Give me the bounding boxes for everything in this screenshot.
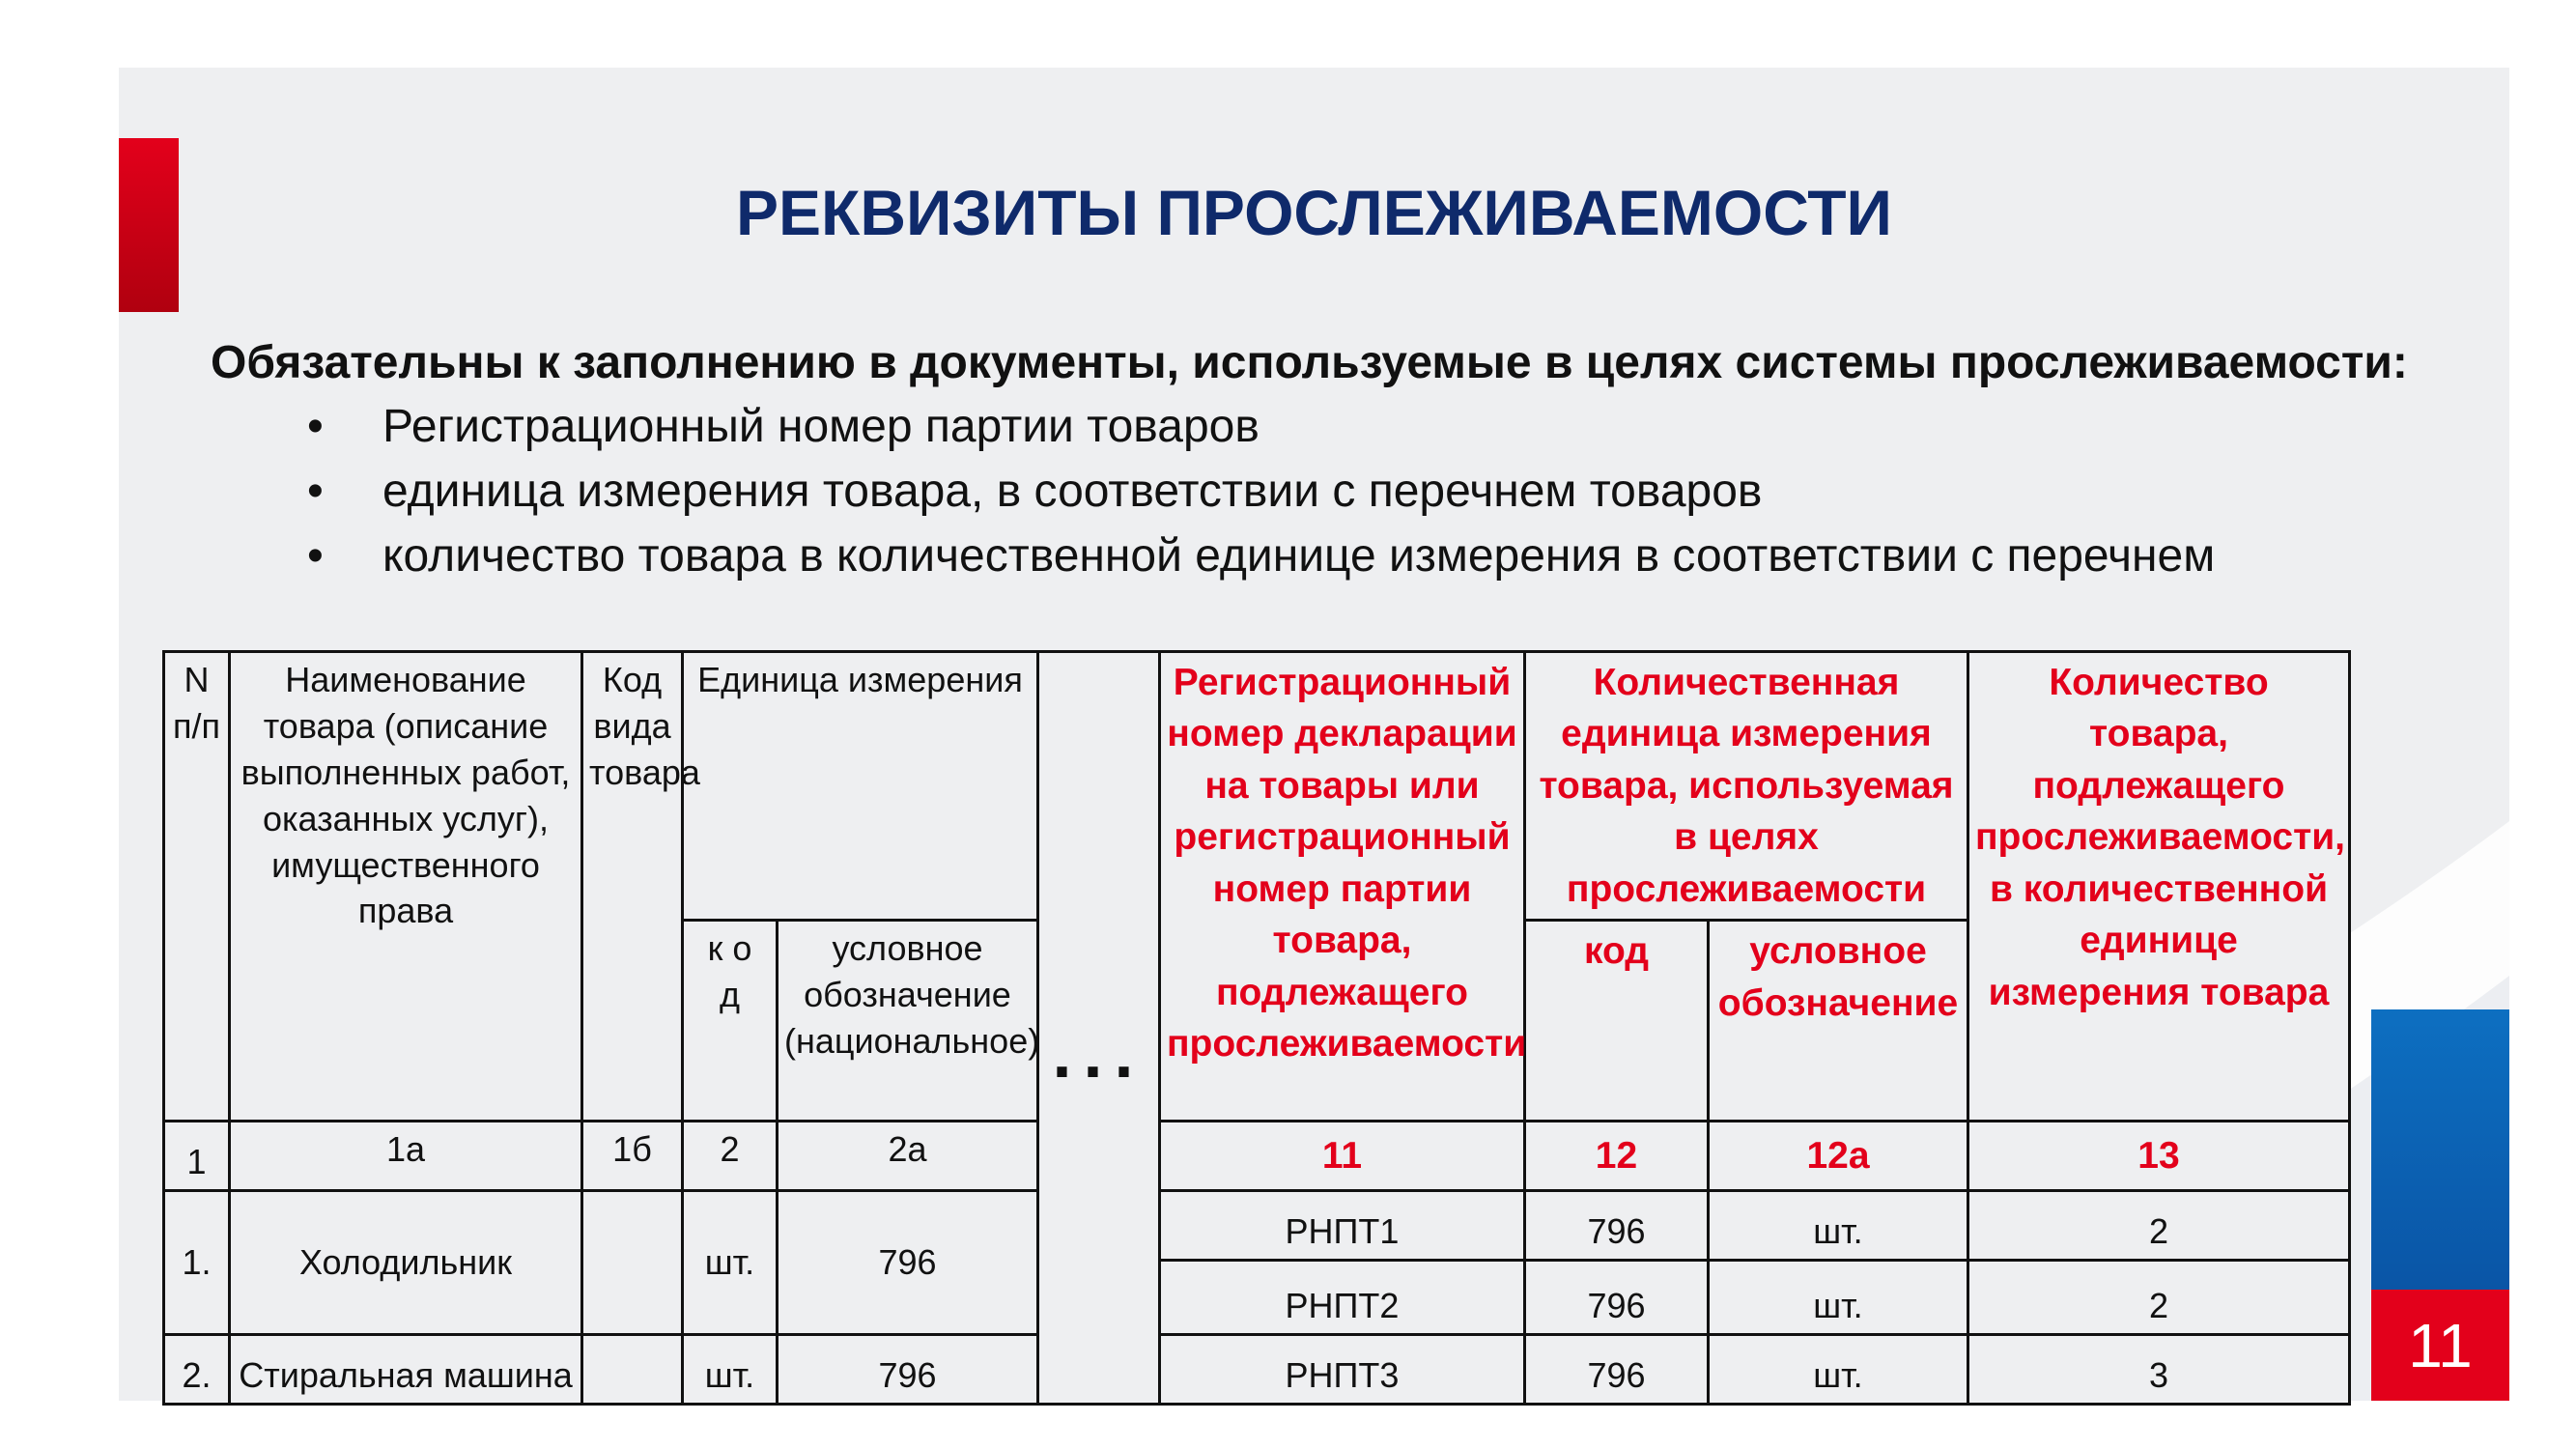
row-num: 2. [164, 1335, 230, 1405]
slide-title: РЕКВИЗИТЫ ПРОСЛЕЖИВАЕМОСТИ [736, 177, 1892, 248]
row-qty-unit-code: 796 [1525, 1191, 1709, 1261]
col-number-cell: 13 [1968, 1122, 2350, 1191]
row-qty-unit-code: 796 [1525, 1335, 1709, 1405]
row-unit-code: шт. [683, 1335, 778, 1405]
row-kind-code [582, 1191, 683, 1335]
col-number-cell: 11 [1160, 1122, 1525, 1191]
col-number-cell: 2 [683, 1122, 778, 1191]
bullet-dot: • [307, 530, 324, 582]
header-ellipsis: ... [1038, 652, 1160, 1405]
row-quantity: 3 [1968, 1335, 2350, 1405]
header-unit: Единица измерения [683, 652, 1038, 921]
row-name: Стиральная машина [230, 1335, 582, 1405]
row-quantity: 2 [1968, 1261, 2350, 1335]
header-num: N п/п [164, 652, 230, 1122]
row-qty-unit-symbol: шт. [1709, 1335, 1968, 1405]
row-unit-symbol: 796 [778, 1191, 1038, 1335]
row-qty-unit-symbol: шт. [1709, 1261, 1968, 1335]
row-name: Холодильник [230, 1191, 582, 1335]
header-kind-code: Код вида товара [582, 652, 683, 1122]
col-number-cell: 1 [164, 1122, 230, 1191]
bullet-dot: • [307, 401, 324, 452]
header-unit-symbol: условное обозначение (национальное) [778, 921, 1038, 1122]
col-number-cell: 12 [1525, 1122, 1709, 1191]
bullet-list [307, 394, 2215, 588]
bullet-item: • количество товара в количественной единице измерения в соответствии с перечнем [307, 524, 2215, 588]
row-reg-number: РНПТ2 [1160, 1261, 1525, 1335]
col-number-cell: 2а [778, 1122, 1038, 1191]
row-num: 1. [164, 1191, 230, 1335]
page-number: 11 [2371, 1290, 2509, 1401]
row-qty-unit-code: 796 [1525, 1261, 1709, 1335]
col-number-cell: 12а [1709, 1122, 1968, 1191]
col-number-cell: 1б [582, 1122, 683, 1191]
bullet-item: • Регистрационный номер партии товаров [307, 394, 2215, 459]
header-unit-code: к о д [683, 921, 778, 1122]
header-qty-unit-code: код [1525, 921, 1709, 1122]
bullet-item: • единица измерения товара, в соответствии с перечнем товаров [307, 459, 2215, 524]
header-quantity: Количество товара, подлежащего прослеживаемости, в количественной единице измерения товара [1968, 652, 2350, 1122]
row-kind-code [582, 1335, 683, 1405]
blue-accent-bar [2371, 1009, 2509, 1290]
header-qty-unit: Количественная единица измерения товара, используемая в целях прослеживаемости [1525, 652, 1968, 921]
row-quantity: 2 [1968, 1191, 2350, 1261]
header-reg-number: Регистрационный номер декларации на товары или регистрационный номер партии товара, подлежащего прослеживаемости [1160, 652, 1525, 1122]
bullet-dot: • [307, 466, 324, 517]
header-qty-unit-symbol: условное обозначение [1709, 921, 1968, 1122]
row-qty-unit-symbol: шт. [1709, 1191, 1968, 1261]
row-unit-code: шт. [683, 1191, 778, 1335]
traceability-table [162, 650, 2351, 1406]
row-unit-symbol: 796 [778, 1335, 1038, 1405]
row-reg-number: РНПТ3 [1160, 1335, 1525, 1405]
header-name: Наименование товара (описание выполненных работ, оказанных услуг), имущественного права [230, 652, 582, 1122]
intro-text: Обязательны к заполнению в документы, используемые в целях системы прослеживаемости: [211, 337, 2408, 388]
row-reg-number: РНПТ1 [1160, 1191, 1525, 1261]
col-number-cell: 1а [230, 1122, 582, 1191]
